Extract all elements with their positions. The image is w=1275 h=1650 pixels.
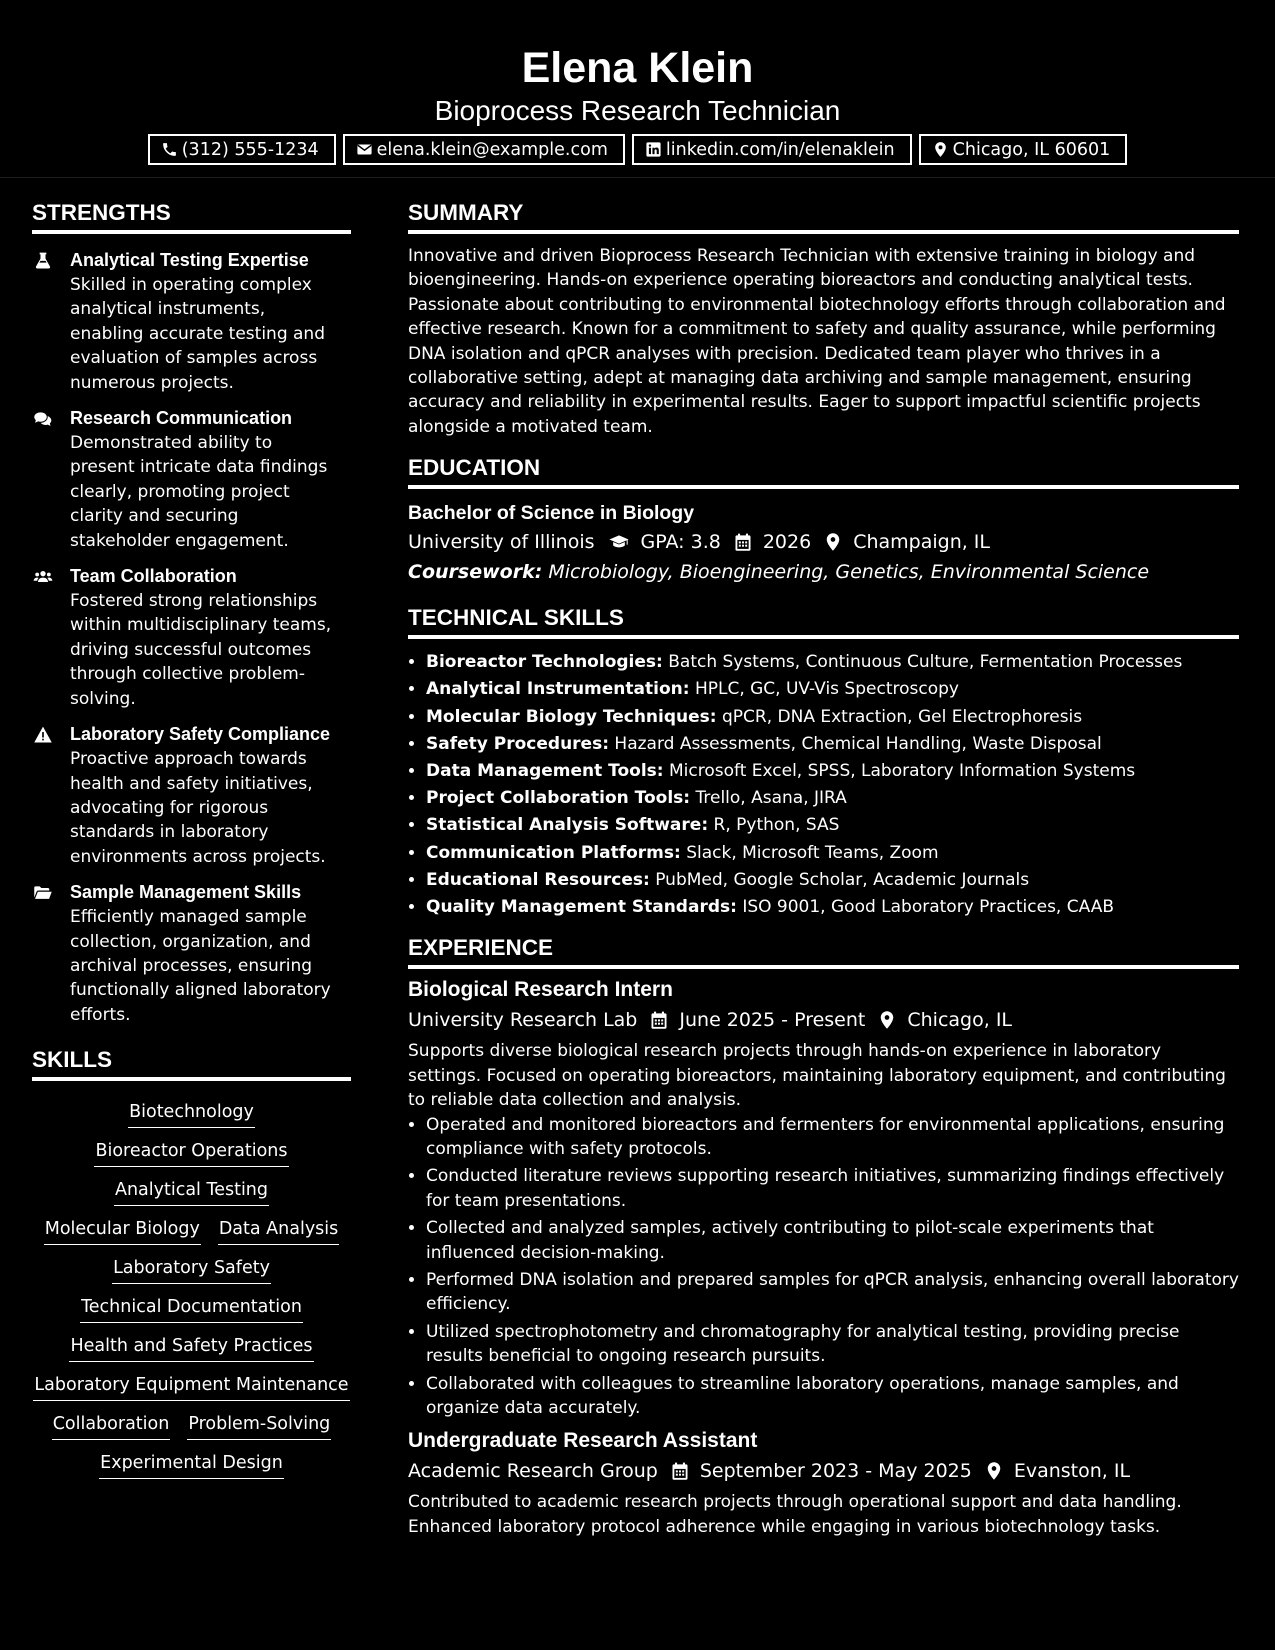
tech-skill-item <box>426 785 1239 812</box>
job-bullet: • Collected and analyzed samples, actively contributing to pilot-scale experiments that influenced decision-making. <box>426 1216 1239 1265</box>
comments-icon <box>32 409 54 429</box>
tech-skill-item <box>426 758 1239 785</box>
strength-item <box>32 248 351 395</box>
summary-text: Innovative and driven Bioprocess Research Technician with extensive training in biology and bioengineering. Hands-on experience operating bioreactors and conducting analytical tests. Passionate about contributing to environmental biotechnology efforts through collaboration and effective research. Known for a commitment to safety and quality assurance, while performing DNA isolation and qPCR analyses with precision. Dedicated team player who thrives in a collaborative setting, adept at managing data archiving and sample management, ensuring accuracy and reliability in experimental results. Eager to support impactful scientific projects alongside a motivated team. <box>408 246 1226 437</box>
map-marker-icon <box>877 1010 897 1030</box>
tech-skill-item <box>426 894 1239 921</box>
skill-tag: Health and Safety Practices <box>69 1332 313 1362</box>
education-meta <box>408 527 1239 557</box>
contact-bar <box>0 134 1275 165</box>
calendar-icon <box>649 1010 669 1030</box>
job-bullet: • Operated and monitored bioreactors and fermenters for environmental applications, ensuring compliance with safety protocols. <box>426 1113 1239 1162</box>
candidate-name: Elena Klein <box>521 44 754 92</box>
tech-skill-item <box>426 649 1239 676</box>
skill-tag: Laboratory Safety <box>112 1254 271 1284</box>
tech-skill-item <box>426 867 1239 894</box>
tech-skill-label: Data Management Tools: <box>426 761 664 782</box>
job-dates: September 2023 - May 2025 <box>699 1460 972 1483</box>
education-location: Champaign, IL <box>853 531 991 554</box>
strength-title: Team Collaboration <box>70 566 237 587</box>
skill-tag: Technical Documentation <box>80 1293 303 1323</box>
tech-skill-label: Project Collaboration Tools: <box>426 788 691 809</box>
coursework-list: Microbiology, Bioengineering, Genetics, Environmental Science <box>548 561 1150 584</box>
calendar-icon <box>733 532 753 552</box>
strength-desc: Proactive approach towards health and safety initiatives, advocating for rigorous standards in laboratory environments across projects. <box>70 749 326 867</box>
education-heading: EDUCATION <box>408 453 1239 489</box>
technical-skills-list <box>408 649 1239 921</box>
tech-skill-item <box>426 812 1239 839</box>
tech-skill-value: PubMed, Google Scholar, Academic Journals <box>655 869 1030 890</box>
tech-skill-value: Hazard Assessments, Chemical Handling, Waste Disposal <box>614 733 1102 754</box>
job-dates: June 2025 - Present <box>679 1009 866 1032</box>
job-org: Academic Research Group <box>408 1460 658 1483</box>
skill-tag: Molecular Biology <box>44 1215 201 1245</box>
users-icon <box>32 567 54 587</box>
folder-open-icon <box>32 883 54 903</box>
skills-list <box>32 1089 351 1479</box>
strengths-list <box>32 248 351 1027</box>
tech-skill-value: Trello, Asana, JIRA <box>695 788 847 809</box>
skill-tag: Bioreactor Operations <box>94 1137 288 1167</box>
tech-skill-item <box>426 704 1239 731</box>
tech-skill-label: Educational Resources: <box>426 869 650 890</box>
contact-phone[interactable] <box>148 134 336 165</box>
skill-tag: Problem-Solving <box>187 1410 331 1440</box>
warning-icon <box>32 725 54 745</box>
contact-phone-text: (312) 555-1234 <box>181 139 319 160</box>
strength-item <box>32 564 351 711</box>
experience-heading: EXPERIENCE <box>408 933 1239 969</box>
strength-desc: Skilled in operating complex analytical instruments, enabling accurate testing and evaluation of samples across numerous projects. <box>70 275 325 393</box>
strengths-heading: STRENGTHS <box>32 198 351 234</box>
education-coursework <box>408 557 1239 587</box>
tech-skill-value: R, Python, SAS <box>713 815 840 836</box>
right-column <box>408 198 1239 1539</box>
coursework-label: Coursework: <box>408 561 543 584</box>
education-gpa: GPA: 3.8 <box>640 531 721 554</box>
tech-skill-label: Safety Procedures: <box>426 733 609 754</box>
left-column <box>32 198 351 1479</box>
education-school: University of Illinois <box>408 531 595 554</box>
contact-location <box>919 134 1128 165</box>
skills-heading: SKILLS <box>32 1045 351 1081</box>
education-degree: Bachelor of Science in Biology <box>408 502 695 525</box>
job-bullet: • Utilized spectrophotometry and chromatography for analytical testing, providing precise results beneficial to ongoing research pursuits. <box>426 1320 1239 1369</box>
contact-location-text: Chicago, IL 60601 <box>952 139 1111 160</box>
strength-title: Sample Management Skills <box>70 882 302 903</box>
contact-linkedin-text: linkedin.com/in/elenaklein <box>665 139 895 160</box>
job-desc: Supports diverse biological research projects through hands-on experience in laboratory settings. Focused on operating bioreactors, maintaining laboratory equipment, and contributing to reliable data collection and analysis. <box>408 1041 1226 1111</box>
calendar-icon <box>670 1461 690 1481</box>
strength-item <box>32 880 351 1027</box>
tech-skill-label: Statistical Analysis Software: <box>426 815 709 836</box>
skill-tag: Biotechnology <box>128 1098 255 1128</box>
map-marker-icon <box>932 141 949 158</box>
tech-skill-label: Analytical Instrumentation: <box>426 679 690 700</box>
tech-skill-value: Batch Systems, Continuous Culture, Fermentation Processes <box>668 652 1183 673</box>
job-title: Biological Research Intern <box>408 978 673 1002</box>
job-entry <box>408 1426 1239 1539</box>
education-year: 2026 <box>762 531 812 554</box>
tech-skill-label: Quality Management Standards: <box>426 897 737 918</box>
job-meta <box>408 1456 1239 1486</box>
flask-icon <box>32 251 54 271</box>
job-desc: Contributed to academic research projects through operational support and data handling. Enhanced laboratory protocol adherence while engaging in various biotechnology tasks. <box>408 1492 1182 1537</box>
candidate-title: Bioprocess Research Technician <box>434 95 841 126</box>
phone-icon <box>161 141 178 158</box>
map-marker-icon <box>823 532 843 552</box>
tech-skill-label: Communication Platforms: <box>426 842 681 863</box>
job-org: University Research Lab <box>408 1009 638 1032</box>
skill-tag: Experimental Design <box>99 1449 284 1479</box>
skill-tag: Data Analysis <box>218 1215 339 1245</box>
strength-title: Research Communication <box>70 408 293 429</box>
skill-tag: Laboratory Equipment Maintenance <box>33 1371 349 1401</box>
strength-title: Analytical Testing Expertise <box>70 250 309 270</box>
job-bullet: • Collaborated with colleagues to streamline laboratory operations, manage samples, and organize data accurately. <box>426 1372 1239 1421</box>
tech-skill-value: Slack, Microsoft Teams, Zoom <box>686 842 939 863</box>
tech-skill-value: ISO 9001, Good Laboratory Practices, CAAB <box>742 897 1114 918</box>
job-location: Chicago, IL <box>907 1009 1013 1032</box>
tech-skill-label: Bioreactor Technologies: <box>426 652 663 673</box>
tech-skill-value: HPLC, GC, UV-Vis Spectroscopy <box>694 679 959 700</box>
technical-skills-heading: TECHNICAL SKILLS <box>408 603 1239 639</box>
strength-title: Laboratory Safety Compliance <box>70 724 331 745</box>
graduation-cap-icon <box>607 532 631 552</box>
strength-desc: Fostered strong relationships within multidisciplinary teams, driving successful outcomes through collective problem-solving. <box>70 591 332 709</box>
job-entry <box>408 975 1239 1420</box>
map-marker-icon <box>984 1461 1004 1481</box>
envelope-icon <box>356 141 373 158</box>
tech-skill-label: Molecular Biology Techniques: <box>426 706 717 727</box>
tech-skill-value: Microsoft Excel, SPSS, Laboratory Information Systems <box>669 761 1136 782</box>
job-bullet: • Performed DNA isolation and prepared samples for qPCR analysis, enhancing overall laboratory efficiency. <box>426 1268 1239 1317</box>
tech-skill-item <box>426 840 1239 867</box>
strength-desc: Demonstrated ability to present intricate data findings clearly, promoting project clarity and securing stakeholder engagement. <box>70 433 328 551</box>
strength-item <box>32 722 351 869</box>
contact-email-text: elena.klein@example.com <box>376 139 608 160</box>
job-bullet: • Conducted literature reviews supporting research initiatives, summarizing findings effectively for team presentations. <box>426 1164 1239 1213</box>
tech-skill-item <box>426 731 1239 758</box>
contact-linkedin[interactable] <box>632 134 912 165</box>
skill-tag: Analytical Testing <box>114 1176 269 1206</box>
contact-email[interactable] <box>343 134 625 165</box>
job-bullets <box>408 1113 1239 1421</box>
resume-header <box>0 0 1275 178</box>
linkedin-icon <box>645 141 662 158</box>
tech-skill-item <box>426 676 1239 703</box>
skill-tag: Collaboration <box>52 1410 171 1440</box>
strength-item <box>32 406 351 553</box>
job-location: Evanston, IL <box>1013 1460 1131 1483</box>
job-title: Undergraduate Research Assistant <box>408 1429 758 1453</box>
summary-heading: SUMMARY <box>408 198 1239 234</box>
tech-skill-value: qPCR, DNA Extraction, Gel Electrophoresis <box>721 706 1083 727</box>
strength-desc: Efficiently managed sample collection, organization, and archival processes, ensuring functionally aligned laboratory efforts. <box>70 907 331 1025</box>
job-meta <box>408 1005 1239 1035</box>
